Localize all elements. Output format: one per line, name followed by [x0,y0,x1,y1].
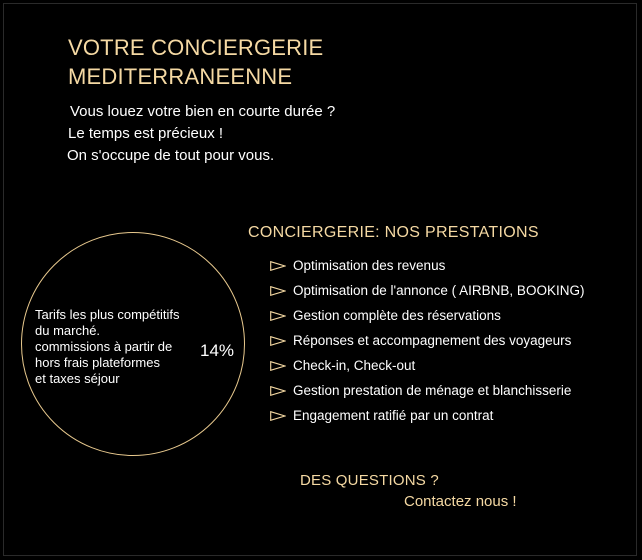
service-label: Optimisation de l'annonce ( AIRBNB, BOOKING) [293,283,585,298]
list-item [270,303,584,328]
services-title: CONCIERGERIE: NOS PRESTATIONS [248,224,539,241]
pricing-line: hors frais plateformes [35,355,160,370]
list-item [270,328,584,353]
intro-line-1: Vous louez votre bien en courte durée ? [70,103,336,120]
triangle-right-outline-icon [270,361,286,371]
list-item [270,353,584,378]
triangle-right-outline-icon [270,336,286,346]
triangle-right-outline-icon [270,286,286,296]
title-line-1: VOTRE CONCIERGERIE [68,35,324,60]
triangle-right-outline-icon [270,261,286,271]
service-label: Gestion complète des réservations [293,308,501,323]
services-list [270,253,584,428]
intro-line-2: Le temps est précieux ! [68,125,224,142]
list-item [270,278,584,303]
questions-heading: DES QUESTIONS ? [300,472,439,489]
list-item [270,378,584,403]
intro-line-3: On s'occupe de tout pour vous. [67,147,275,164]
service-label: Check-in, Check-out [293,358,416,373]
pricing-line: du marché. [35,323,101,338]
triangle-right-outline-icon [270,411,286,421]
pricing-line: Tarifs les plus compétitifs [35,307,180,322]
triangle-right-outline-icon [270,386,286,396]
commission-percent: 14% [200,341,235,360]
list-item [270,403,584,428]
service-label: Réponses et accompagnement des voyageurs [293,333,572,348]
service-label: Optimisation des revenus [293,258,446,273]
service-label: Engagement ratifié par un contrat [293,408,494,423]
pricing-line: commissions à partir de [35,339,173,354]
pricing-text [35,307,197,387]
service-label: Gestion prestation de ménage et blanchisserie [293,383,572,398]
title-line-2: MEDITERRANEENNE [68,64,293,89]
pricing-line: et taxes séjour [35,371,120,386]
contact-link[interactable]: Contactez nous ! [404,493,517,510]
triangle-right-outline-icon [270,311,286,321]
list-item [270,253,584,278]
page-title [68,33,323,91]
intro-text [68,101,335,167]
